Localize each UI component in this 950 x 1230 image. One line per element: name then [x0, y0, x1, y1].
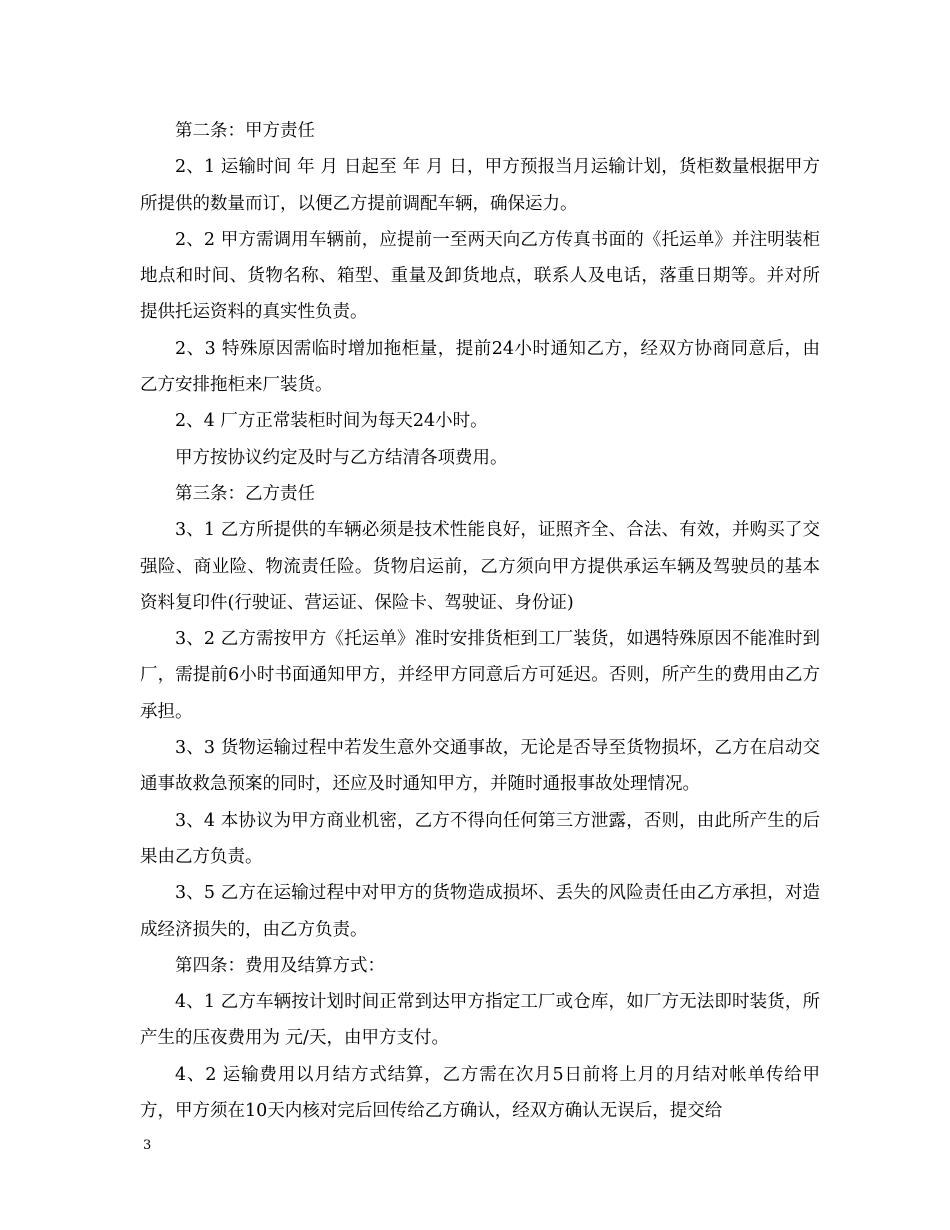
page-number: 3 — [143, 1138, 152, 1153]
clause-2-2: 2、2 甲方需调用车辆前，应提前一至两天向乙方传真书面的《托运单》并注明装柜地点和时间、货物名称、箱型、重量及卸货地点，联系人及电话，落重日期等。并对所提供托运资料的真实性负责。 — [140, 229, 820, 323]
clause-4-1: 4、1 乙方车辆按计划时间正常到达甲方指定工厂或仓库，如厂方无法即时装货，所产生的压夜费用为 元/天，由甲方支付。 — [140, 992, 820, 1049]
section-heading-2: 第二条：甲方责任 — [175, 121, 315, 141]
clause-2-1: 2、1 运输时间 年 月 日起至 年 月 日，甲方预报当月运输计划，货柜数量根据甲方所提供的数量而订，以便乙方提前调配车辆，确保运力。 — [140, 157, 820, 214]
clause-3-3: 3、3 货物运输过程中若发生意外交通事故，无论是否导至货物损坏，乙方在启动交通事故救急预案的同时，还应及时通知甲方，并随时通报事故处理情况。 — [140, 738, 820, 795]
clause-3-5: 3、5 乙方在运输过程中对甲方的货物造成损坏、丢失的风险责任由乙方承担，对造成经济损失的，由乙方负责。 — [140, 883, 820, 940]
section-heading-3: 第三条：乙方责任 — [175, 483, 315, 504]
clause-3-4: 3、4 本协议为甲方商业机密，乙方不得向任何第三方泄露，否则，由此所产生的后果由乙方负责。 — [140, 810, 820, 867]
clause-2-3: 2、3 特殊原因需临时增加拖柜量，提前24小时通知乙方，经双方协商同意后，由乙方安排拖柜来厂装货。 — [140, 338, 820, 396]
clause-3-1: 3、1 乙方所提供的车辆必须是技术性能良好，证照齐全、合法、有效，并购买了交强险、商业险、物流责任险。货物启运前，乙方须向甲方提供承运车辆及驾驶员的基本资料复印件(行驶证、营运证、保险卡、驾驶证、身份证) — [140, 520, 820, 613]
clause-2-4: 2、4 厂方正常装柜时间为每天24小时。 — [175, 411, 488, 432]
contract-body — [140, 113, 820, 1129]
section-heading-4: 第四条：费用及结算方式： — [175, 955, 385, 976]
clause-4-2: 4、2 运输费用以月结方式结算，乙方需在次月5日前将上月的月结对帐单传给甲方，甲方须在10天内核对完后回传给乙方确认，经双方确认无误后，提交给 — [140, 1064, 820, 1122]
clause-3-2: 3、2 乙方需按甲方《托运单》准时安排货柜到工厂装货，如遇特殊原因不能准时到厂，需提前6小时书面通知甲方，并经甲方同意后方可延迟。否则，所产生的费用由乙方承担。 — [140, 629, 820, 722]
clause-payment-note: 甲方按协议约定及时与乙方结清各项费用。 — [175, 447, 508, 468]
